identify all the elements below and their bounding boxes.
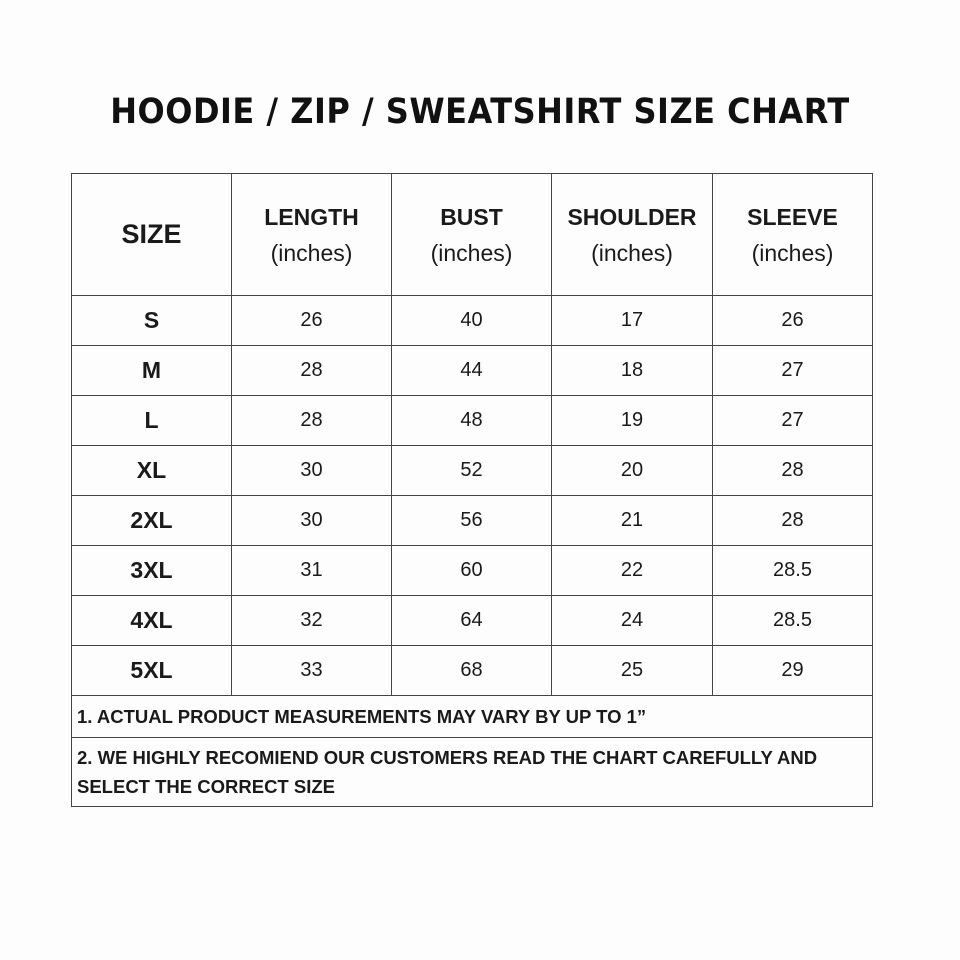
table-row xyxy=(72,596,873,646)
shoulder-cell: 22 xyxy=(552,546,713,596)
length-cell: 33 xyxy=(232,646,392,696)
column-header-unit: (inches) xyxy=(430,239,513,266)
sleeve-cell: 28.5 xyxy=(713,596,873,646)
sleeve-cell: 26 xyxy=(713,296,873,346)
bust-cell: 68 xyxy=(392,646,552,696)
table-header-row xyxy=(72,174,873,296)
shoulder-cell: 24 xyxy=(552,596,713,646)
size-cell: 4XL xyxy=(72,596,232,646)
size-cell: 3XL xyxy=(72,546,232,596)
table-row xyxy=(72,396,873,446)
sleeve-cell: 29 xyxy=(713,646,873,696)
table-row xyxy=(72,346,873,396)
bust-cell: 52 xyxy=(392,446,552,496)
size-chart-table xyxy=(71,173,873,807)
shoulder-cell: 17 xyxy=(552,296,713,346)
column-header-name: LENGTH xyxy=(264,203,359,230)
size-cell: XL xyxy=(72,446,232,496)
table-row xyxy=(72,496,873,546)
sleeve-cell: 28.5 xyxy=(713,546,873,596)
table-row xyxy=(72,446,873,496)
size-cell: L xyxy=(72,396,232,446)
table-row xyxy=(72,546,873,596)
column-header-unit: (inches) xyxy=(270,239,353,266)
size-cell: S xyxy=(72,296,232,346)
shoulder-column-header xyxy=(552,174,713,296)
bust-cell: 40 xyxy=(392,296,552,346)
table-row xyxy=(72,646,873,696)
bust-cell: 44 xyxy=(392,346,552,396)
page-title: HOODIE / ZIP / SWEATSHIRT SIZE CHART xyxy=(110,90,850,132)
note-row xyxy=(72,696,873,738)
shoulder-cell: 18 xyxy=(552,346,713,396)
length-cell: 26 xyxy=(232,296,392,346)
sleeve-cell: 27 xyxy=(713,396,873,446)
bust-cell: 64 xyxy=(392,596,552,646)
table-row xyxy=(72,296,873,346)
size-column-header xyxy=(72,174,232,296)
length-cell: 31 xyxy=(232,546,392,596)
column-header-unit: (inches) xyxy=(591,239,673,266)
shoulder-cell: 19 xyxy=(552,396,713,446)
note-text: 1. ACTUAL PRODUCT MEASUREMENTS MAY VARY BY UP TO 1” xyxy=(72,696,873,738)
length-cell: 30 xyxy=(232,446,392,496)
sleeve-column-header xyxy=(713,174,873,296)
length-column-header xyxy=(232,174,392,296)
bust-cell: 56 xyxy=(392,496,552,546)
note-row xyxy=(72,738,873,807)
sleeve-cell: 28 xyxy=(713,446,873,496)
length-cell: 32 xyxy=(232,596,392,646)
column-header-unit: (inches) xyxy=(751,239,834,266)
length-cell: 28 xyxy=(232,396,392,446)
size-cell: 2XL xyxy=(72,496,232,546)
sleeve-cell: 27 xyxy=(713,346,873,396)
sleeve-cell: 28 xyxy=(713,496,873,546)
column-header-name: SLEEVE xyxy=(747,203,838,230)
note-text: 2. WE HIGHLY RECOMIEND OUR CUSTOMERS READ THE CHART CAREFULLY AND SELECT THE CORRECT SIZE xyxy=(72,738,873,807)
size-header-label: SIZE xyxy=(121,219,182,249)
bust-cell: 48 xyxy=(392,396,552,446)
shoulder-cell: 20 xyxy=(552,446,713,496)
size-cell: M xyxy=(72,346,232,396)
bust-cell: 60 xyxy=(392,546,552,596)
length-cell: 30 xyxy=(232,496,392,546)
shoulder-cell: 21 xyxy=(552,496,713,546)
size-cell: 5XL xyxy=(72,646,232,696)
bust-column-header xyxy=(392,174,552,296)
column-header-name: BUST xyxy=(440,203,503,230)
length-cell: 28 xyxy=(232,346,392,396)
shoulder-cell: 25 xyxy=(552,646,713,696)
column-header-name: SHOULDER xyxy=(567,203,697,230)
